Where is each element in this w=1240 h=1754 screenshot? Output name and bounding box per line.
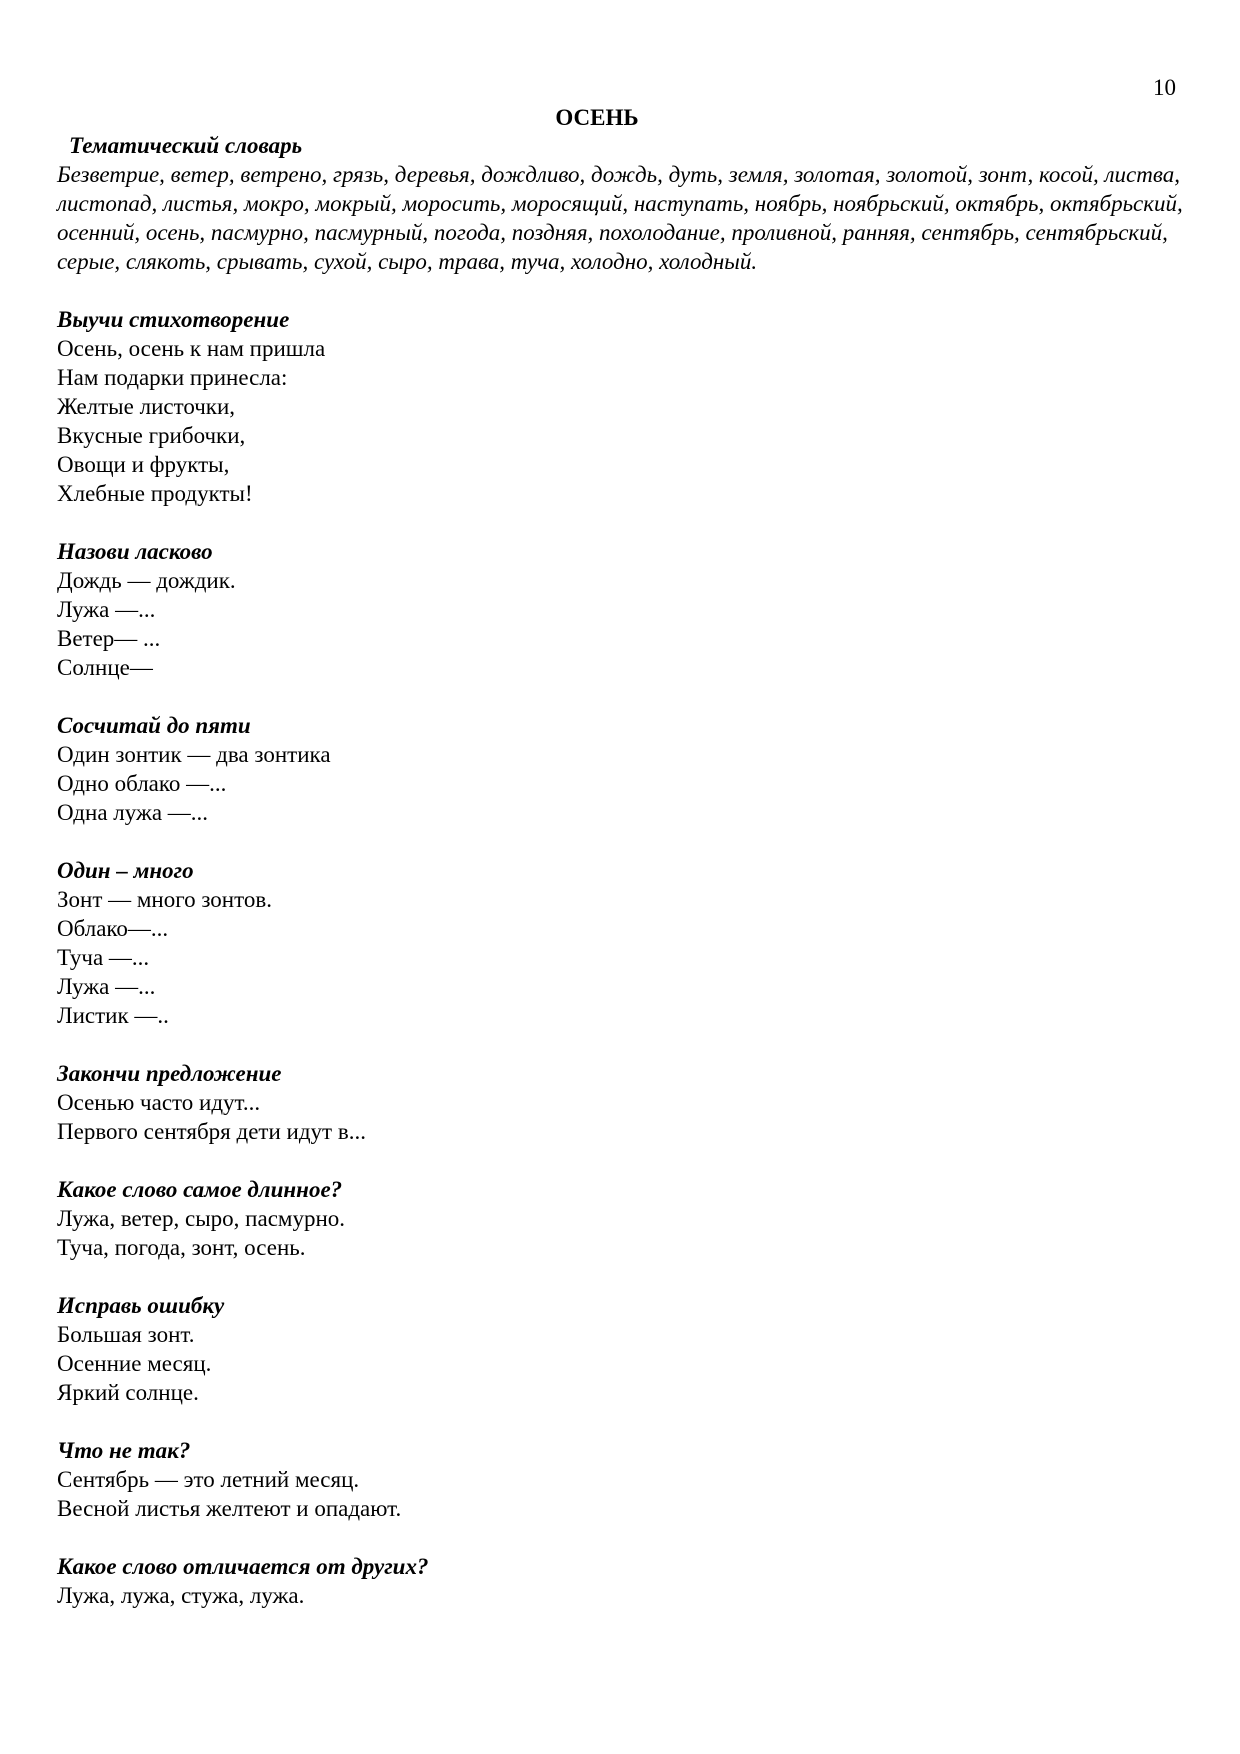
section-line: Ветер— ...: [57, 626, 161, 651]
section-line: Облако—...: [57, 916, 169, 941]
section-line: Одна лужа —...: [57, 800, 209, 825]
section-line: Яркий солнце.: [57, 1380, 199, 1405]
section-line: Первого сентября дети идут в...: [57, 1119, 366, 1144]
section-line: Хлебные продукты!: [57, 481, 253, 506]
section-line: Лужа —...: [57, 974, 156, 999]
section-poem: [57, 305, 1187, 508]
section-line: Осенью часто идут...: [57, 1090, 261, 1115]
section-line: Лужа —...: [57, 597, 156, 622]
section-line: Сентябрь — это летний месяц.: [57, 1467, 360, 1492]
section-heading: Выучи стихотворение: [57, 307, 290, 332]
section-line: Лужа, ветер, сыро, пасмурно.: [57, 1206, 346, 1231]
section-line: Осенние месяц.: [57, 1351, 212, 1376]
section-heading: Закончи предложение: [57, 1061, 282, 1086]
section-line: Одно облако —...: [57, 771, 227, 796]
section-heading: Исправь ошибку: [57, 1293, 225, 1318]
section-line: Овощи и фрукты,: [57, 452, 230, 477]
section-line: Один зонтик — два зонтика: [57, 742, 331, 767]
section-heading: Один – много: [57, 858, 194, 883]
section-longest-word: [57, 1175, 1187, 1262]
section-line: Зонт — много зонтов.: [57, 887, 272, 912]
dictionary-heading: Тематический словарь: [69, 133, 303, 158]
section-line: Листик —..: [57, 1003, 169, 1028]
section-what-is-wrong: [57, 1436, 1187, 1523]
dictionary-text: Безветрие, ветер, ветрено, грязь, деревья, дождливо, дождь, дуть, земля, золотая, золотой, зонт, косой, листва, листопад, листья, мокро, мокрый, моросить, моросящий, наступать, ноябрь, ноябрьский, октябрь, октябрьский, осенний, осень, пасмурно, пасмурный, погода, поздняя, похолодание, проливной, ранняя, сентябрь, сентябрьский, серые, слякоть, срывать, сухой, сыро, трава, туча, холодно, холодный.: [57, 162, 1183, 274]
section-line: Туча —...: [57, 945, 150, 970]
section-heading: Назови ласково: [57, 539, 213, 564]
page-number: 10: [1153, 75, 1176, 100]
section-line: Весной листья желтеют и опадают.: [57, 1496, 402, 1521]
section-heading: Какое слово самое длинное?: [57, 1177, 343, 1202]
section-line: Осень, осень к нам пришла: [57, 336, 326, 361]
section-line: Нам подарки принесла:: [57, 365, 288, 390]
section-one-many: [57, 856, 1187, 1030]
section-line: Туча, погода, зонт, осень.: [57, 1235, 306, 1260]
section-heading: Какое слово отличается от других?: [57, 1554, 429, 1579]
section-heading: Что не так?: [57, 1438, 191, 1463]
section-name-affectionately: [57, 537, 1187, 682]
section-line: Желтые листочки,: [57, 394, 236, 419]
section-fix-mistake: [57, 1291, 1187, 1407]
section-line: Солнце—: [57, 655, 153, 680]
section-line: Лужа, лужа, стужа, лужа.: [57, 1583, 305, 1608]
page-title: ОСЕНЬ: [555, 105, 639, 130]
section-finish-sentence: [57, 1059, 1187, 1146]
section-line: Дождь — дождик.: [57, 568, 236, 593]
section-line: Вкусные грибочки,: [57, 423, 246, 448]
section-odd-word: [57, 1552, 1187, 1610]
section-line: Большая зонт.: [57, 1322, 195, 1347]
document-body: [57, 104, 1187, 1610]
section-heading: Сосчитай до пяти: [57, 713, 251, 738]
section-count-to-five: [57, 711, 1187, 827]
